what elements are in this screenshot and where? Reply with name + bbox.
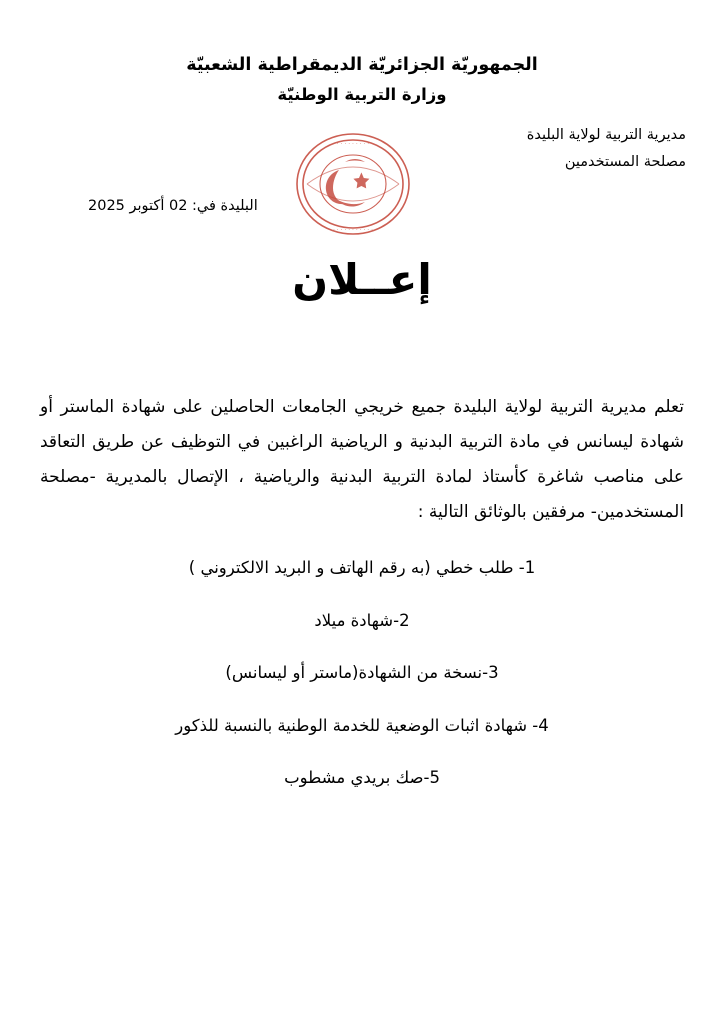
ministry-heading: وزارة التربية الوطنيّة <box>277 85 447 105</box>
official-stamp-icon <box>283 126 423 246</box>
list-item: 4- شهادة اثبات الوضعية للخدمة الوطنية بالنسبة للذكور <box>175 715 549 735</box>
required-documents-list <box>40 555 684 791</box>
list-item: 2-شهادة ميلاد <box>314 610 410 630</box>
directorate-block <box>527 122 686 176</box>
list-item: 5-صك بريدي مشطوب <box>284 767 440 787</box>
date-line: البليدة في: 02 أكتوبر 2025 <box>88 198 258 214</box>
list-item: 1- طلب خطي (به رقم الهاتف و البريد الالكتروني ) <box>188 558 536 578</box>
announcement-paragraph: تعلم مديرية التربية لولاية البليدة جميع خريجي الجامعات الحاصلين على شهادة الماستر أو شهادة ليسانس في مادة التربية البدنية و الرياضية الراغبين في التوظيف عن طريق التعاقد على مناصب شاغرة كأستاذ لمادة التربية البدنية والرياضية ، الإتصال بالمديرية -مصلحة المستخدمين- مرفقين بالوثائق التالية : <box>40 397 684 522</box>
svg-text:. . . . . . . . . . .: . . . . . . . . . . . <box>332 225 374 232</box>
document-header <box>0 0 724 109</box>
svg-text:. . . . . . . . .: . . . . . . . . . <box>336 139 370 146</box>
list-item: 3-نسخة من الشهادة(ماستر أو ليسانس) <box>225 663 499 683</box>
directorate-line-2: مصلحة المستخدمين <box>564 153 686 170</box>
directorate-line-1: مديرية التربية لولاية البليدة <box>526 127 686 143</box>
republic-heading: الجمهوريّة الجزائريّة الديمقراطية الشعبيّة <box>186 55 538 75</box>
document-body <box>40 390 684 817</box>
page-title: إعــلان <box>292 255 432 304</box>
